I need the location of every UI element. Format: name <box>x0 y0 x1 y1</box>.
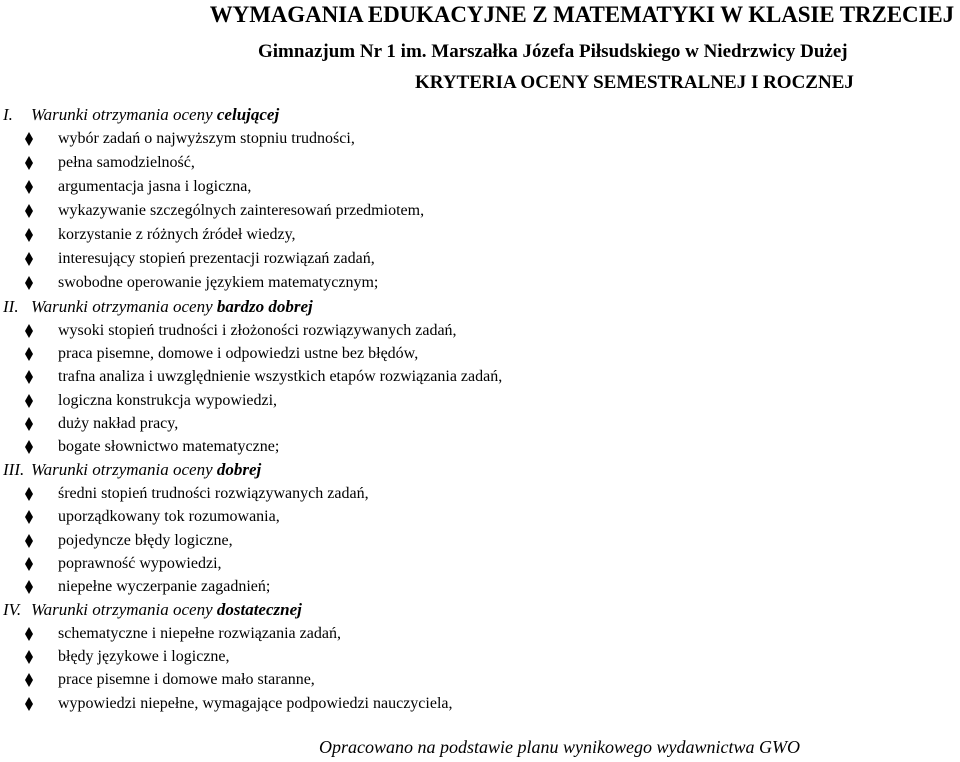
section-heading-text: Warunki otrzymania oceny <box>31 297 213 316</box>
diamond-bullet-icon <box>25 534 33 548</box>
footer-source-note: Opracowano na podstawie planu wynikowego wydawnictwa GWO <box>319 737 800 757</box>
section-celujaca <box>3 103 943 295</box>
list-item <box>3 645 943 668</box>
list-item <box>3 622 943 645</box>
list-item <box>3 482 943 505</box>
diamond-bullet-icon <box>25 627 33 641</box>
list-item <box>3 319 943 342</box>
list-item <box>3 223 943 247</box>
section-heading-text: Warunki otrzymania oceny <box>31 105 213 124</box>
list-item-text: wypowiedzi niepełne, wymagające podpowiedzi nauczyciela, <box>58 694 453 712</box>
section-numeral: II. <box>3 297 19 316</box>
section-grade: dostatecznej <box>216 600 302 620</box>
diamond-bullet-icon <box>25 673 33 687</box>
section-grade: celującej <box>216 105 280 124</box>
list-item <box>3 435 943 458</box>
list-item-text: interesujący stopień prezentacji rozwiązań zadań, <box>58 250 375 267</box>
list-item-text: bogate słownictwo matematyczne; <box>58 437 280 455</box>
list-item <box>3 127 943 151</box>
list-item-text: argumentacja jasna i logiczna, <box>58 178 252 195</box>
list-item <box>3 342 943 365</box>
list-item-text: prace pisemne i domowe mało staranne, <box>58 671 315 689</box>
list-item-text: pełna samodzielność, <box>58 154 195 171</box>
criteria-list <box>3 319 943 458</box>
list-item-text: wysoki stopień trudności i złożoności rozwiązywanych zadań, <box>58 322 457 339</box>
diamond-bullet-icon <box>25 650 33 664</box>
criteria-list <box>3 622 943 715</box>
diamond-bullet-icon <box>25 324 33 338</box>
section-numeral: III. <box>3 460 25 480</box>
diamond-bullet-icon <box>25 132 33 146</box>
list-item <box>3 199 943 223</box>
document-title: WYMAGANIA EDUKACYJNE Z MATEMATYKI W KLASIE TRZECIEJ <box>209 2 954 27</box>
list-item <box>3 247 943 271</box>
section-heading <box>3 458 943 482</box>
criteria-content <box>3 103 943 715</box>
list-item-text: duży nakład pracy, <box>58 414 179 432</box>
list-item <box>3 668 943 691</box>
list-item <box>3 412 943 435</box>
list-item <box>3 365 943 388</box>
diamond-bullet-icon <box>25 487 33 501</box>
criteria-heading: KRYTERIA OCENY SEMESTRALNEJ I ROCZNEJ <box>415 72 854 93</box>
diamond-bullet-icon <box>25 228 33 242</box>
diamond-bullet-icon <box>25 580 33 594</box>
diamond-bullet-icon <box>25 417 33 431</box>
diamond-bullet-icon <box>25 276 33 290</box>
diamond-bullet-icon <box>25 252 33 266</box>
section-heading-text: Warunki otrzymania oceny <box>31 460 213 480</box>
list-item-text: niepełne wyczerpanie zagadnień; <box>58 577 271 595</box>
list-item-text: wykazywanie szczególnych zainteresowań przedmiotem, <box>58 202 425 219</box>
list-item-text: błędy językowe i logiczne, <box>58 648 230 666</box>
list-item <box>3 505 943 528</box>
school-name: Gimnazjum Nr 1 im. Marszałka Józefa Piłsudskiego w Niedrzwicy Dużej <box>258 41 848 62</box>
section-numeral: I. <box>3 105 13 124</box>
section-heading <box>3 598 943 622</box>
list-item <box>3 389 943 412</box>
list-item <box>3 692 943 715</box>
list-item-text: wybór zadań o najwyższym stopniu trudności, <box>58 130 355 147</box>
diamond-bullet-icon <box>25 204 33 218</box>
list-item-text: uporządkowany tok rozumowania, <box>58 508 280 526</box>
list-item-text: praca pisemne, domowe i odpowiedzi ustne bez błędów, <box>58 345 419 363</box>
section-heading <box>3 295 943 319</box>
diamond-bullet-icon <box>25 180 33 194</box>
list-item <box>3 575 943 598</box>
criteria-list <box>3 482 943 598</box>
diamond-bullet-icon <box>25 394 33 408</box>
list-item-text: schematyczne i niepełne rozwiązania zadań, <box>58 625 341 643</box>
diamond-bullet-icon <box>25 557 33 571</box>
section-heading-text: Warunki otrzymania oceny <box>31 600 213 620</box>
diamond-bullet-icon <box>25 510 33 524</box>
list-item <box>3 552 943 575</box>
diamond-bullet-icon <box>25 697 33 711</box>
list-item-text: pojedyncze błędy logiczne, <box>58 531 233 549</box>
list-item-text: swobodne operowanie językiem matematycznym; <box>58 274 379 291</box>
list-item-text: trafna analiza i uwzględnienie wszystkich etapów rozwiązania zadań, <box>58 368 503 386</box>
list-item-text: poprawność wypowiedzi, <box>58 554 222 572</box>
list-item <box>3 271 943 295</box>
diamond-bullet-icon <box>25 370 33 384</box>
diamond-bullet-icon <box>25 440 33 454</box>
list-item <box>3 151 943 175</box>
section-dostateczna <box>3 598 943 715</box>
section-heading <box>3 103 943 127</box>
section-grade: bardzo dobrej <box>216 297 313 316</box>
section-numeral: IV. <box>3 600 22 620</box>
list-item-text: korzystanie z różnych źródeł wiedzy, <box>58 226 296 243</box>
section-bardzo-dobra <box>3 295 943 458</box>
section-grade: dobrej <box>216 460 262 480</box>
list-item-text: logiczna konstrukcja wypowiedzi, <box>58 391 278 409</box>
diamond-bullet-icon <box>25 347 33 361</box>
section-dobra <box>3 458 943 598</box>
list-item <box>3 529 943 552</box>
list-item-text: średni stopień trudności rozwiązywanych zadań, <box>58 485 369 503</box>
list-item <box>3 175 943 199</box>
diamond-bullet-icon <box>25 156 33 170</box>
criteria-list <box>3 127 943 295</box>
